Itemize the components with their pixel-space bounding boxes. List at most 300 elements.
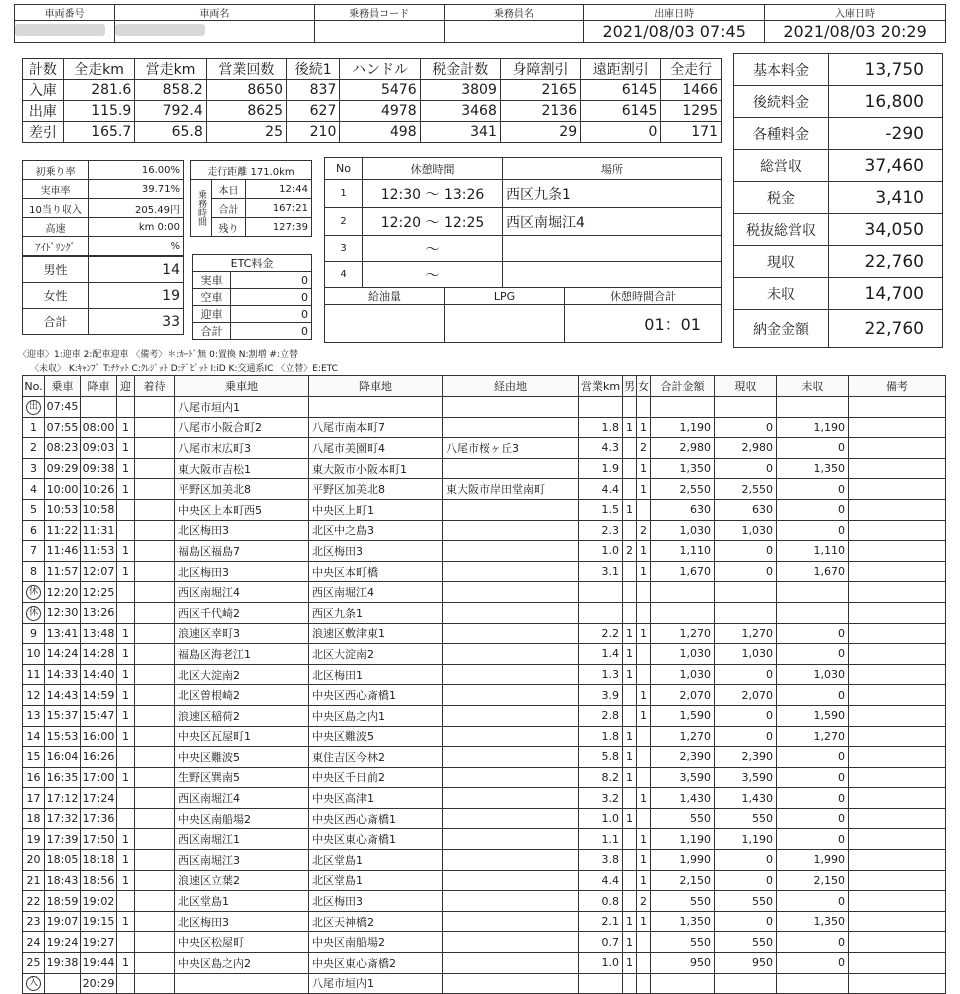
trip-no: 1 <box>23 417 45 438</box>
trip-row <box>23 520 946 541</box>
trip-board-place <box>175 973 309 994</box>
trip-wait <box>135 561 175 582</box>
trip-alight-place: 東住吉区今林2 <box>309 747 443 768</box>
stats-head: 全走行 <box>661 59 722 80</box>
trip-wait <box>135 870 175 891</box>
rate-label: 10当り収入 <box>23 199 89 218</box>
trip-pickup: 1 <box>117 870 135 891</box>
trip-board-time: 15:53 <box>45 726 81 747</box>
trip-female <box>637 932 651 953</box>
trip-remarks <box>849 808 946 829</box>
total-label: 合計 <box>212 199 246 218</box>
trip-wait <box>135 808 175 829</box>
trip-no: 21 <box>23 870 45 891</box>
trip-unpaid: 0 <box>777 891 849 912</box>
trip-board-place: 八尾市小阪合町2 <box>175 417 309 438</box>
trip-marker-icon: 出 <box>26 400 41 415</box>
trip-total: 1,270 <box>651 726 715 747</box>
trip-col-header: 経由地 <box>443 376 579 397</box>
etc-row <box>193 323 312 340</box>
trip-alight-time: 12:07 <box>81 561 117 582</box>
trip-km: 4.3 <box>579 438 623 459</box>
trip-alight-place: 東大阪市小阪本町1 <box>309 458 443 479</box>
trip-alight-place: 北区梅田3 <box>309 541 443 562</box>
trip-pickup: 1 <box>117 541 135 562</box>
trip-board-time: 18:05 <box>45 850 81 871</box>
trip-col-header: 未収 <box>777 376 849 397</box>
trip-remarks <box>849 479 946 500</box>
trip-unpaid <box>777 582 849 603</box>
trip-no: 5 <box>23 499 45 520</box>
rate-label: 高速 <box>23 218 89 237</box>
trip-total: 630 <box>651 499 715 520</box>
trip-log-table <box>22 375 946 994</box>
trip-cash: 0 <box>715 417 777 438</box>
trip-km: 1.8 <box>579 726 623 747</box>
trip-km: 3.2 <box>579 788 623 809</box>
lpg-label: LPG <box>445 288 565 305</box>
fee-row <box>734 246 943 278</box>
trip-pickup <box>117 397 135 418</box>
trip-cash: 2,070 <box>715 685 777 706</box>
trip-via <box>443 541 579 562</box>
trip-col-header: 降車 <box>81 376 117 397</box>
trip-cash: 0 <box>715 911 777 932</box>
fee-value: -290 <box>829 118 943 150</box>
rest-no: 3 <box>325 236 363 262</box>
trip-no: 17 <box>23 788 45 809</box>
trip-female: 1 <box>637 705 651 726</box>
trip-total: 2,070 <box>651 685 715 706</box>
trip-wait <box>135 602 175 623</box>
trip-female: 1 <box>637 417 651 438</box>
trip-board-time: 14:33 <box>45 664 81 685</box>
trip-no: 11 <box>23 664 45 685</box>
rate-row <box>23 237 184 256</box>
trip-no: 4 <box>23 479 45 500</box>
stats-cell: 1466 <box>661 80 722 101</box>
etc-value: 0 <box>231 289 312 306</box>
stats-cell: 1295 <box>661 101 722 122</box>
trip-row <box>23 499 946 520</box>
rate-value: 205.49円 <box>89 199 184 218</box>
trip-col-header: No. <box>23 376 45 397</box>
trip-wait <box>135 479 175 500</box>
today-label: 本日 <box>212 180 246 199</box>
trip-alight-time: 20:29 <box>81 973 117 994</box>
stats-cell: 858.2 <box>135 80 206 101</box>
trip-km: 0.7 <box>579 932 623 953</box>
trip-remarks <box>849 850 946 871</box>
trip-alight-time <box>81 397 117 418</box>
trip-cash: 550 <box>715 808 777 829</box>
trip-pickup: 1 <box>117 726 135 747</box>
trip-row <box>23 644 946 665</box>
stats-cell: 65.8 <box>135 122 206 143</box>
trip-cash: 550 <box>715 891 777 912</box>
trip-male: 1 <box>623 767 637 788</box>
gender-value: 19 <box>89 283 184 309</box>
trip-remarks <box>849 602 946 623</box>
fees-table <box>733 53 943 348</box>
trip-alight-time: 17:00 <box>81 767 117 788</box>
trip-pickup: 1 <box>117 438 135 459</box>
trip-cash: 1,270 <box>715 623 777 644</box>
trip-via <box>443 808 579 829</box>
trip-pickup: 1 <box>117 767 135 788</box>
trip-via <box>443 561 579 582</box>
trip-female <box>637 644 651 665</box>
stats-head: 全走km <box>63 59 134 80</box>
meter-stats-table <box>22 58 722 143</box>
trip-remarks <box>849 520 946 541</box>
trip-board-place: 八尾市末広町3 <box>175 438 309 459</box>
trip-via <box>443 726 579 747</box>
arrive-datetime: 2021/08/03 20:29 <box>765 21 946 43</box>
trip-cash: 2,980 <box>715 438 777 459</box>
trip-pickup: 1 <box>117 829 135 850</box>
gender-value: 33 <box>89 309 184 335</box>
trip-km: 1.9 <box>579 458 623 479</box>
rest-table <box>324 157 722 288</box>
trip-remarks <box>849 397 946 418</box>
trip-male: 1 <box>623 417 637 438</box>
trip-row <box>23 747 946 768</box>
trip-via <box>443 664 579 685</box>
trip-wait <box>135 829 175 850</box>
trip-board-place: 八尾市垣内1 <box>175 397 309 418</box>
trip-total: 1,030 <box>651 520 715 541</box>
trip-via <box>443 973 579 994</box>
distance-label: 走行距離 <box>207 166 248 178</box>
lpg-value <box>445 305 565 343</box>
gender-table <box>22 256 184 335</box>
trip-pickup: 1 <box>117 705 135 726</box>
trip-wait <box>135 705 175 726</box>
trip-pickup <box>117 808 135 829</box>
total-value: 167:21 <box>246 199 312 218</box>
trip-alight-place: 中央区上町1 <box>309 499 443 520</box>
trip-board-place: 浪速区立葉2 <box>175 870 309 891</box>
drive-time-table <box>190 160 312 237</box>
stats-cell: 171 <box>661 122 722 143</box>
trip-pickup: 1 <box>117 953 135 974</box>
trip-board-time: 10:00 <box>45 479 81 500</box>
trip-total: 2,980 <box>651 438 715 459</box>
trip-km: 1.0 <box>579 808 623 829</box>
trip-male <box>623 973 637 994</box>
trip-alight-place <box>309 397 443 418</box>
trip-alight-place: 北区大淀南2 <box>309 644 443 665</box>
trip-cash <box>715 602 777 623</box>
trip-female <box>637 973 651 994</box>
trip-remarks <box>849 644 946 665</box>
trip-unpaid: 0 <box>777 767 849 788</box>
trip-alight-time: 19:15 <box>81 911 117 932</box>
trip-board-time: 11:57 <box>45 561 81 582</box>
trip-via <box>443 685 579 706</box>
trip-male: 1 <box>623 644 637 665</box>
trip-cash: 2,550 <box>715 479 777 500</box>
trip-unpaid: 0 <box>777 520 849 541</box>
trip-board-place: 中央区島之内2 <box>175 953 309 974</box>
trip-col-header: 降車地 <box>309 376 443 397</box>
trip-km <box>579 973 623 994</box>
trip-no: 16 <box>23 767 45 788</box>
trip-row <box>23 479 946 500</box>
trip-board-time: 14:24 <box>45 644 81 665</box>
trip-cash: 1,190 <box>715 829 777 850</box>
stats-head: 営業回数 <box>206 59 286 80</box>
trip-female <box>637 767 651 788</box>
trip-male: 1 <box>623 747 637 768</box>
stats-cell: 3468 <box>420 101 500 122</box>
etc-label: 合計 <box>193 323 231 340</box>
trip-via <box>443 953 579 974</box>
trip-board-place: 西区千代崎2 <box>175 602 309 623</box>
trip-no <box>23 973 45 994</box>
fee-row <box>734 150 943 182</box>
remaining-label: 残り <box>212 218 246 237</box>
trip-pickup: 1 <box>117 911 135 932</box>
fee-row <box>734 214 943 246</box>
driver-name-label: 乗務員名 <box>444 5 584 21</box>
trip-remarks <box>849 499 946 520</box>
trip-alight-place: 中央区南船場2 <box>309 932 443 953</box>
rate-label: ｱｲﾄﾞﾘﾝｸﾞ <box>23 237 89 256</box>
arrive-label: 入庫日時 <box>765 5 946 21</box>
trip-unpaid: 0 <box>777 747 849 768</box>
trip-alight-place: 北区中之島3 <box>309 520 443 541</box>
trip-total: 950 <box>651 953 715 974</box>
trip-unpaid: 0 <box>777 788 849 809</box>
trip-male: 1 <box>623 499 637 520</box>
trip-remarks <box>849 458 946 479</box>
rest-time: 12:30 ～ 13:26 <box>363 180 503 208</box>
fee-label: 未収 <box>734 278 829 310</box>
trip-km: 1.1 <box>579 829 623 850</box>
trip-pickup: 1 <box>117 479 135 500</box>
trip-wait <box>135 767 175 788</box>
trip-alight-place: 西区南堀江4 <box>309 582 443 603</box>
trip-male <box>623 479 637 500</box>
trip-row <box>23 911 946 932</box>
trip-via <box>443 829 579 850</box>
trip-km: 1.4 <box>579 644 623 665</box>
trip-unpaid: 1,670 <box>777 561 849 582</box>
trip-alight-time: 09:03 <box>81 438 117 459</box>
trip-pickup: 1 <box>117 458 135 479</box>
trip-km: 5.8 <box>579 747 623 768</box>
trip-km: 2.3 <box>579 520 623 541</box>
trip-km: 4.4 <box>579 870 623 891</box>
trip-cash: 0 <box>715 664 777 685</box>
trip-via <box>443 932 579 953</box>
trip-remarks <box>849 541 946 562</box>
trip-pickup <box>117 788 135 809</box>
trip-km: 2.8 <box>579 705 623 726</box>
trip-total: 2,550 <box>651 479 715 500</box>
rest-place-header: 場所 <box>503 158 722 180</box>
trip-remarks <box>849 747 946 768</box>
etc-title: ETC料金 <box>193 255 312 272</box>
trip-pickup <box>117 582 135 603</box>
stats-cell: 2136 <box>500 101 580 122</box>
stats-row-in <box>23 80 722 101</box>
fee-row <box>734 310 943 348</box>
trip-total: 550 <box>651 808 715 829</box>
trip-alight-time: 13:26 <box>81 602 117 623</box>
trip-total: 2,390 <box>651 747 715 768</box>
rate-row <box>23 180 184 199</box>
trip-remarks <box>849 973 946 994</box>
trip-no: 8 <box>23 561 45 582</box>
stats-cell: 5476 <box>340 80 420 101</box>
fee-value: 3,410 <box>829 182 943 214</box>
trip-unpaid: 0 <box>777 808 849 829</box>
trip-pickup: 1 <box>117 561 135 582</box>
stats-cell: 2165 <box>500 80 580 101</box>
trip-via <box>443 870 579 891</box>
trip-remarks <box>849 623 946 644</box>
trip-total: 1,430 <box>651 788 715 809</box>
trip-board-place: 北区大淀南2 <box>175 664 309 685</box>
trip-total: 1,110 <box>651 541 715 562</box>
trip-cash: 0 <box>715 705 777 726</box>
trip-alight-place: 平野区加美北8 <box>309 479 443 500</box>
trip-male <box>623 829 637 850</box>
trip-board-place: 平野区加美北8 <box>175 479 309 500</box>
trip-total <box>651 582 715 603</box>
trip-female <box>637 582 651 603</box>
trip-pickup: 1 <box>117 623 135 644</box>
trip-no: 20 <box>23 850 45 871</box>
trip-male: 1 <box>623 664 637 685</box>
trip-board-place: 中央区瓦屋町1 <box>175 726 309 747</box>
trip-board-time: 19:07 <box>45 911 81 932</box>
fee-label: 税金 <box>734 182 829 214</box>
trip-via: 東大阪市岸田堂南町 <box>443 479 579 500</box>
stats-cell: 341 <box>420 122 500 143</box>
trip-total: 550 <box>651 932 715 953</box>
trip-board-time: 14:43 <box>45 685 81 706</box>
trip-total: 1,190 <box>651 417 715 438</box>
rate-row <box>23 218 184 237</box>
trip-board-time: 11:46 <box>45 541 81 562</box>
trip-alight-time: 13:48 <box>81 623 117 644</box>
trip-wait <box>135 582 175 603</box>
trip-female <box>637 808 651 829</box>
trip-total: 1,270 <box>651 623 715 644</box>
trip-female: 2 <box>637 520 651 541</box>
trip-wait <box>135 541 175 562</box>
trip-female: 2 <box>637 438 651 459</box>
trip-row <box>23 458 946 479</box>
fuel-value <box>325 305 445 343</box>
trip-remarks <box>849 932 946 953</box>
trip-row <box>23 397 946 418</box>
trip-alight-time: 15:47 <box>81 705 117 726</box>
etc-value: 0 <box>231 306 312 323</box>
trip-remarks <box>849 911 946 932</box>
trip-km: 1.0 <box>579 541 623 562</box>
etc-row <box>193 272 312 289</box>
trip-marker-icon: 入 <box>26 976 41 991</box>
trip-total: 550 <box>651 891 715 912</box>
trip-female: 1 <box>637 870 651 891</box>
trip-remarks <box>849 685 946 706</box>
trip-unpaid <box>777 602 849 623</box>
trip-board-place: 中央区上本町西5 <box>175 499 309 520</box>
trip-row <box>23 973 946 994</box>
trip-row <box>23 417 946 438</box>
trip-male <box>623 582 637 603</box>
stats-head: 営走km <box>135 59 206 80</box>
trip-cash: 3,590 <box>715 767 777 788</box>
trip-female: 1 <box>637 850 651 871</box>
trip-male <box>623 602 637 623</box>
trip-via <box>443 520 579 541</box>
gender-value: 14 <box>89 257 184 283</box>
trip-alight-place: 北区梅田1 <box>309 664 443 685</box>
trip-alight-place: 八尾市美園町4 <box>309 438 443 459</box>
trip-female: 1 <box>637 685 651 706</box>
trip-remarks <box>849 953 946 974</box>
trip-via <box>443 705 579 726</box>
trip-alight-place: 北区堂島1 <box>309 870 443 891</box>
trip-wait <box>135 397 175 418</box>
trip-alight-time: 14:28 <box>81 644 117 665</box>
rest-place: 西区南堀江4 <box>503 208 722 236</box>
trip-male <box>623 458 637 479</box>
trip-no: 9 <box>23 623 45 644</box>
trip-male <box>623 870 637 891</box>
trip-board-place: 生野区巽南5 <box>175 767 309 788</box>
trip-unpaid: 0 <box>777 932 849 953</box>
trip-no: 7 <box>23 541 45 562</box>
trip-board-time: 12:30 <box>45 602 81 623</box>
trip-alight-time: 10:58 <box>81 499 117 520</box>
trip-unpaid: 1,350 <box>777 458 849 479</box>
trip-remarks <box>849 705 946 726</box>
trip-board-place: 浪速区稲荷2 <box>175 705 309 726</box>
trip-alight-time: 08:00 <box>81 417 117 438</box>
trip-unpaid: 0 <box>777 623 849 644</box>
trip-unpaid: 0 <box>777 438 849 459</box>
trip-body <box>23 397 946 994</box>
fee-value: 14,700 <box>829 278 943 310</box>
trip-no <box>23 582 45 603</box>
trip-total: 1,350 <box>651 458 715 479</box>
trip-female: 1 <box>637 829 651 850</box>
trip-alight-place: 中央区西心斎橋1 <box>309 808 443 829</box>
rate-label: 実車率 <box>23 180 89 199</box>
trip-no: 13 <box>23 705 45 726</box>
trip-board-time: 17:39 <box>45 829 81 850</box>
stats-cell: 8650 <box>206 80 286 101</box>
trip-unpaid <box>777 397 849 418</box>
trip-male: 2 <box>623 541 637 562</box>
trip-alight-place: 北区梅田3 <box>309 891 443 912</box>
stats-cell: 3809 <box>420 80 500 101</box>
trip-wait <box>135 953 175 974</box>
trip-board-place: 浪速区幸町3 <box>175 623 309 644</box>
trip-wait <box>135 458 175 479</box>
etc-table <box>192 254 312 340</box>
stats-cell: 165.7 <box>63 122 134 143</box>
trip-alight-time: 11:31 <box>81 520 117 541</box>
trip-cash <box>715 397 777 418</box>
